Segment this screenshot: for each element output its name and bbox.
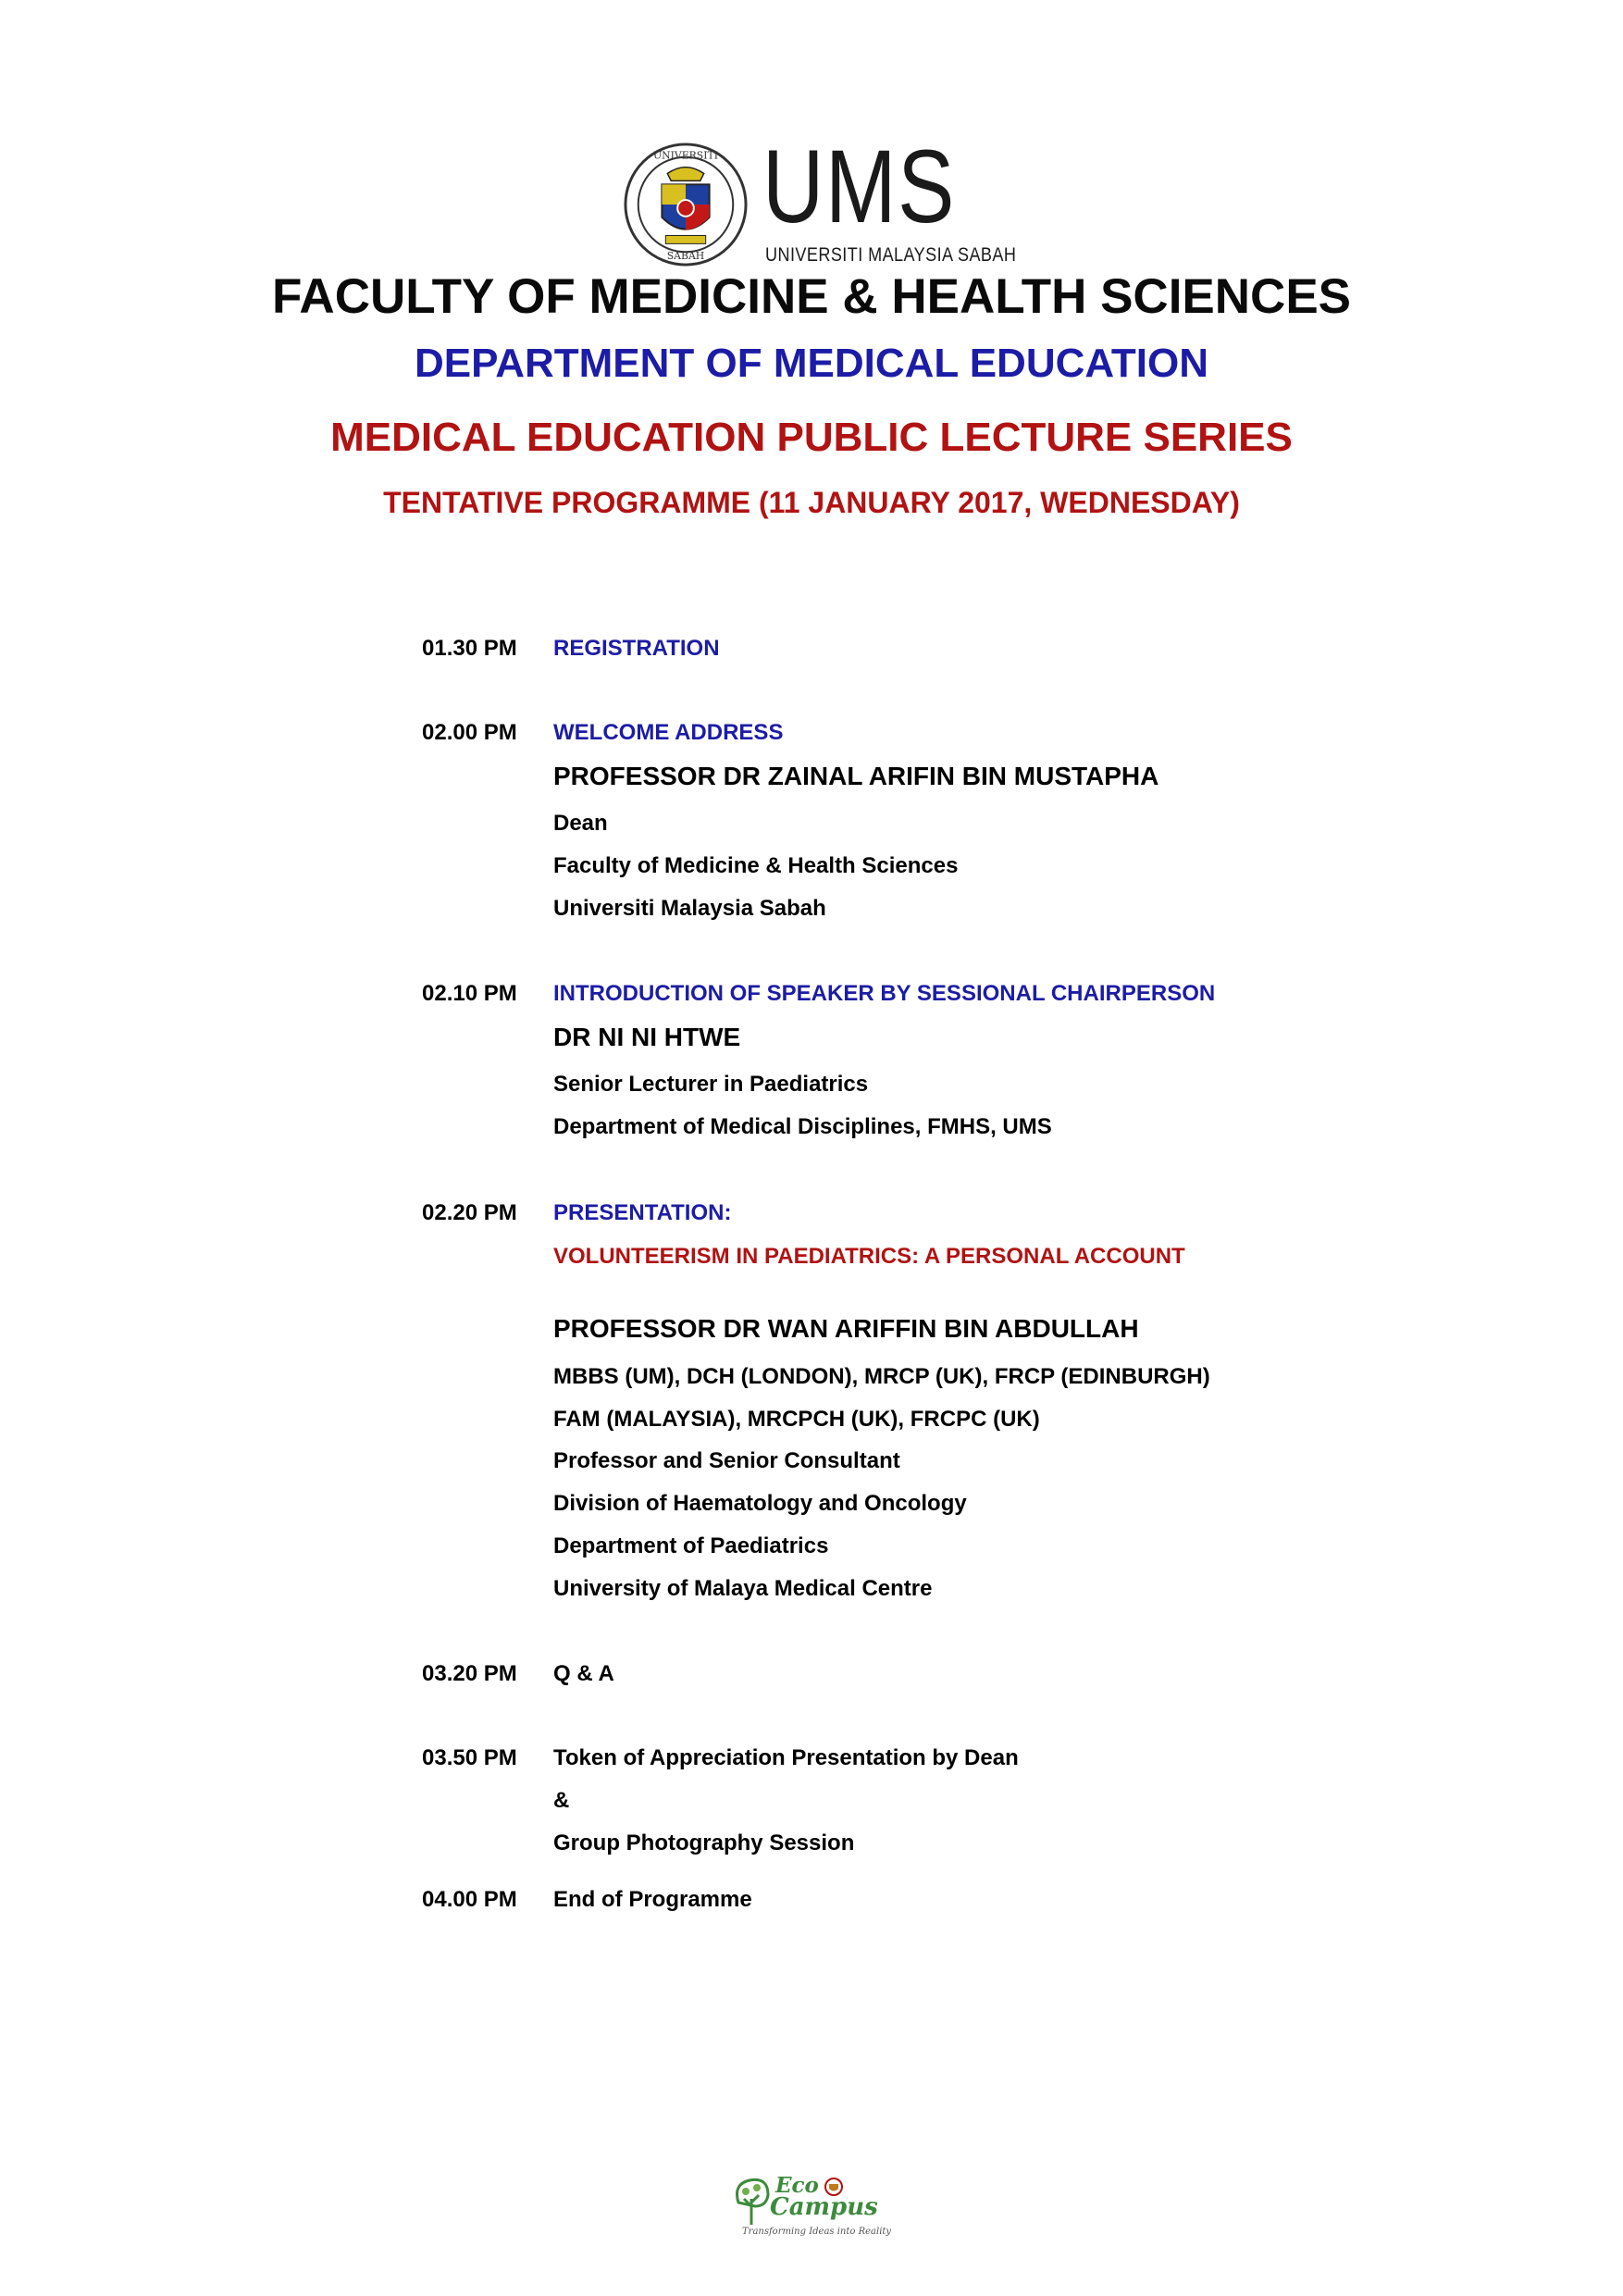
speaker-detail: Department of Paediatrics: [553, 1533, 829, 1558]
session-title: WELCOME ADDRESS: [553, 720, 784, 745]
session-title: End of Programme: [553, 1887, 752, 1912]
programme-title: TENTATIVE PROGRAMME (11 JANUARY 2017, WEDNESDAY): [383, 486, 1240, 519]
faculty-title: FACULTY OF MEDICINE & HEALTH SCIENCES: [271, 269, 1352, 324]
session-detail: &: [553, 1788, 570, 1813]
speaker-detail: Universiti Malaysia Sabah: [553, 896, 826, 921]
speaker-name: DR NI NI HTWE: [553, 1023, 741, 1051]
logo-text: UMS: [762, 129, 957, 244]
university-seal-icon: [622, 141, 750, 268]
schedule-time: 03.50 PM: [422, 1745, 517, 1770]
speaker-detail: Dean: [553, 811, 608, 836]
session-title: Token of Appreciation Presentation by Dean: [553, 1745, 1019, 1770]
session-detail: Group Photography Session: [553, 1831, 855, 1855]
session-title: Q & A: [553, 1661, 614, 1686]
tree-icon: [731, 2175, 774, 2227]
session-title: INTRODUCTION OF SPEAKER BY SESSIONAL CHAIRPERSON: [553, 981, 1216, 1006]
schedule-time: 02.10 PM: [422, 981, 517, 1006]
eco-word: Eco: [775, 2173, 819, 2198]
session-title: PRESENTATION:: [553, 1200, 732, 1225]
eco-campus-logo: [731, 2173, 907, 2247]
speaker-detail: University of Malaya Medical Centre: [553, 1576, 933, 1601]
department-title: DEPARTMENT OF MEDICAL EDUCATION: [415, 341, 1208, 386]
logo-subtext: UNIVERSITI MALAYSIA SABAH: [765, 244, 1017, 266]
speaker-detail: Division of Haematology and Oncology: [553, 1491, 967, 1516]
speaker-detail: FAM (MALAYSIA), MRCPCH (UK), FRCPC (UK): [553, 1407, 1040, 1432]
speaker-detail: Department of Medical Disciplines, FMHS, UMS: [553, 1114, 1052, 1139]
schedule-time: 02.00 PM: [422, 720, 517, 745]
svg-text:SABAH: SABAH: [666, 250, 705, 263]
presentation-title: VOLUNTEERISM IN PAEDIATRICS: A PERSONAL ACCOUNT: [553, 1244, 1185, 1269]
speaker-detail: Faculty of Medicine & Health Sciences: [553, 853, 959, 878]
series-title: MEDICAL EDUCATION PUBLIC LECTURE SERIES: [330, 415, 1293, 460]
svg-text:UNIVERSITI: UNIVERSITI: [653, 149, 718, 162]
eco-tagline: Transforming Ideas into Reality: [742, 2227, 892, 2237]
speaker-detail: Senior Lecturer in Paediatrics: [553, 1072, 869, 1097]
speaker-detail: MBBS (UM), DCH (LONDON), MRCP (UK), FRCP (EDINBURGH): [553, 1364, 1210, 1389]
speaker-detail: Professor and Senior Consultant: [553, 1448, 900, 1473]
schedule-time: 04.00 PM: [422, 1887, 517, 1912]
speaker-name: PROFESSOR DR WAN ARIFFIN BIN ABDULLAH: [553, 1314, 1139, 1343]
schedule-time: 01.30 PM: [422, 636, 517, 661]
schedule-time: 02.20 PM: [422, 1200, 517, 1225]
speaker-name: PROFESSOR DR ZAINAL ARIFIN BIN MUSTAPHA: [553, 762, 1159, 790]
campus-word: Campus: [770, 2193, 878, 2221]
session-title: REGISTRATION: [553, 636, 720, 661]
schedule-time: 03.20 PM: [422, 1661, 517, 1686]
university-logo: [622, 129, 1017, 270]
